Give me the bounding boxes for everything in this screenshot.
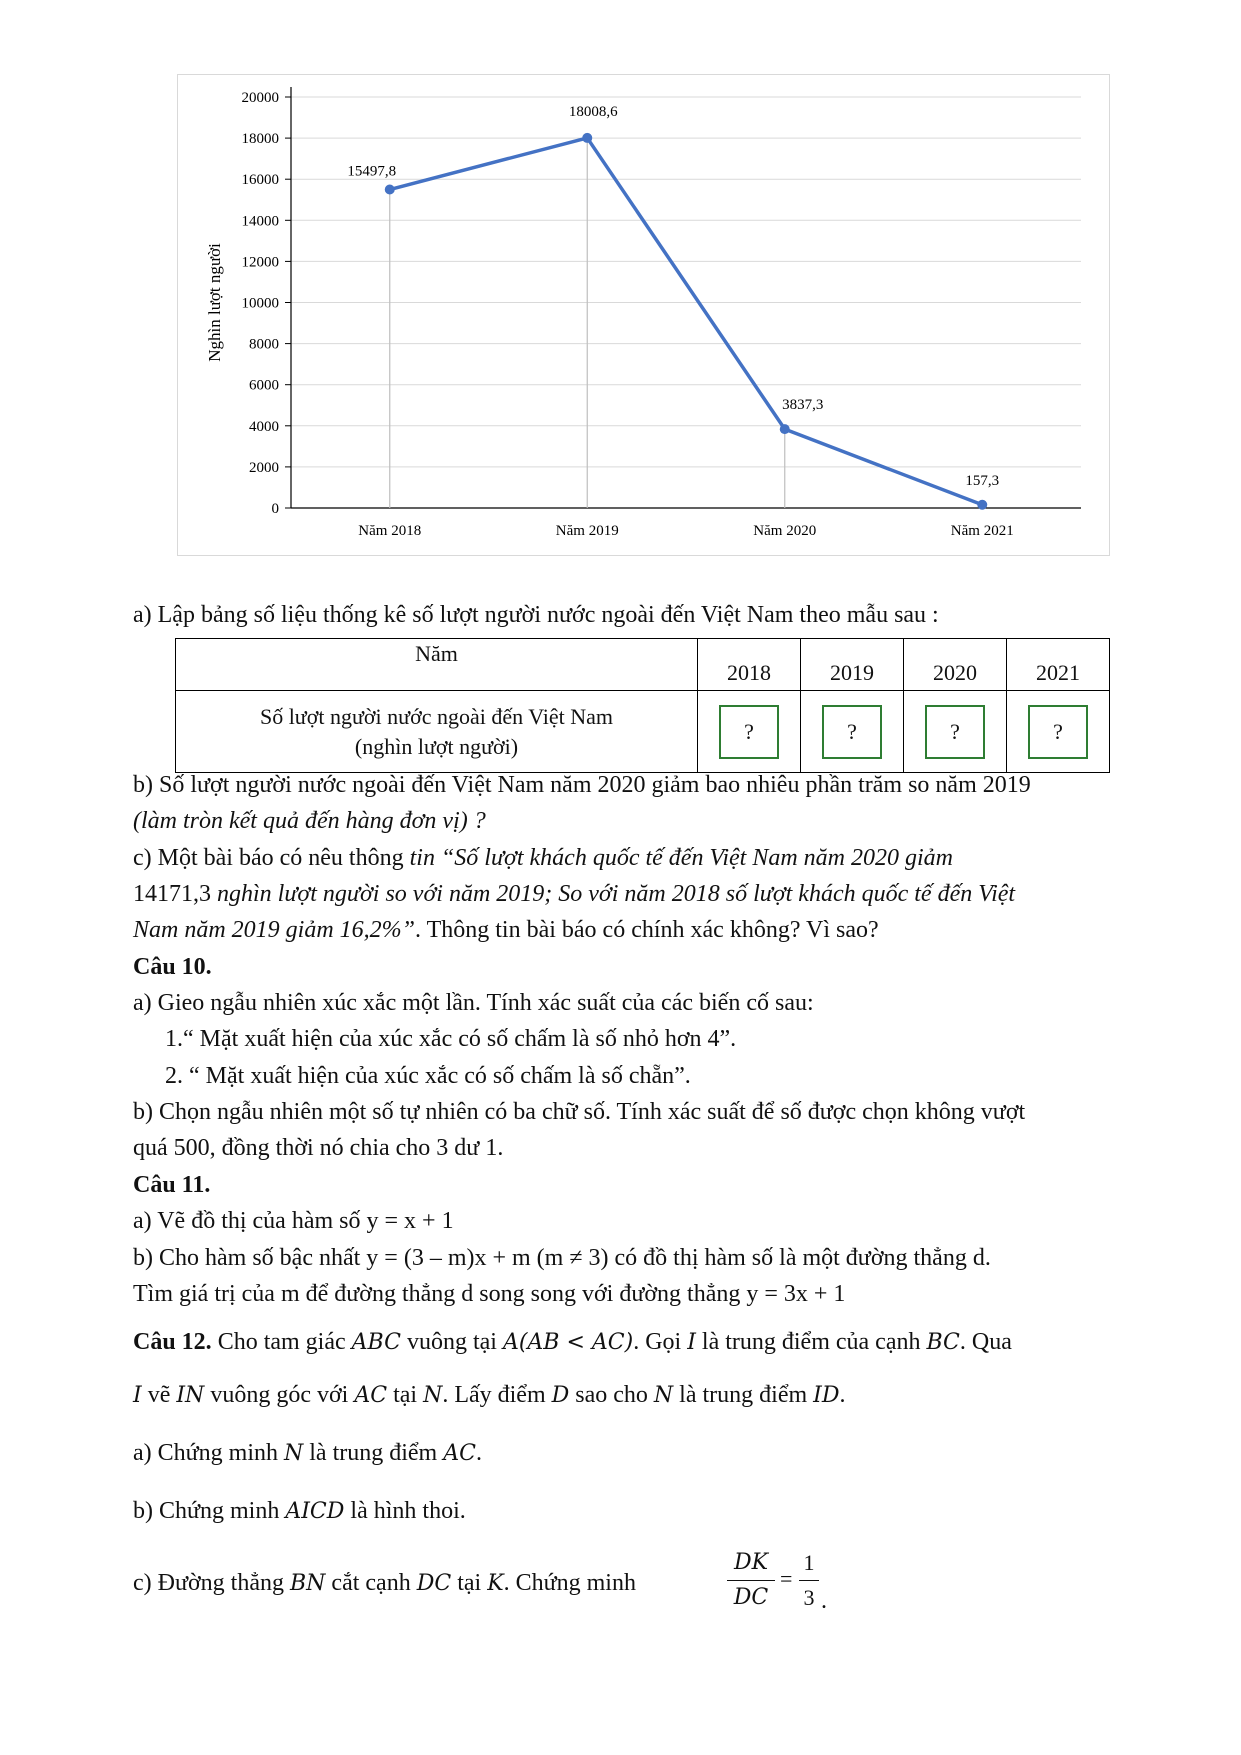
q9b-line2: (làm tròn kết quả đến hàng đơn vị) ?: [133, 808, 486, 834]
q12-text: sao cho: [569, 1382, 654, 1408]
q11-b1: b) Cho hàm số bậc nhất y = (3 – m)x + m (m ≠ 3) có đồ thị hàm số là một đường thẳng d.: [133, 1245, 991, 1271]
data-label: 3837,3: [782, 397, 824, 414]
data-point: [582, 133, 592, 143]
y-tick-label: 4000: [249, 418, 279, 435]
q12-math: DC: [416, 1571, 452, 1596]
q9c-line1-a: c) Một bài báo có nêu thông: [133, 845, 410, 871]
q12-math: IN: [176, 1383, 205, 1408]
q9c-line1: [133, 843, 953, 873]
table-row-label-line1: Số lượt người nước ngoài đến Việt Nam: [259, 703, 614, 729]
data-label: 15497,8: [347, 163, 397, 180]
q12-math: D: [551, 1383, 570, 1408]
q9c-line3-a: Nam năm 2019 giảm 16,2%”: [133, 917, 416, 943]
q10-a: a) Gieo ngẫu nhiên xúc xắc một lần. Tính xác suất của các biến cố sau:: [133, 990, 814, 1016]
period: .: [821, 1588, 827, 1614]
table-year: 2020: [904, 639, 1007, 691]
q12-line1: [133, 1327, 1012, 1358]
fraction-left: [727, 1546, 775, 1615]
table-cell: [904, 691, 1007, 773]
y-tick-label: 8000: [249, 336, 279, 353]
q11-b2: Tìm giá trị của m để đường thẳng d song song với đường thẳng y = 3x + 1: [133, 1281, 846, 1307]
q12-math: ABC: [351, 1330, 401, 1355]
fraction-denominator: DC: [733, 1585, 769, 1610]
table-cell: [1007, 691, 1110, 773]
data-point: [977, 500, 987, 510]
x-tick-label: Năm 2021: [950, 523, 1014, 539]
q12-text: a) Chứng minh: [133, 1440, 284, 1466]
y-tick-label: 18000: [241, 131, 279, 148]
table-cell: [698, 691, 801, 773]
fraction-denominator: 3: [803, 1585, 815, 1610]
y-tick-label: 0: [271, 501, 279, 517]
q9c-line2-b: nghìn lượt người so với năm 2019; So với năm 2018 số lượt khách quốc tế đến Việt: [217, 881, 1016, 907]
q12-text: .: [839, 1382, 846, 1408]
q9c-line3: [133, 915, 879, 945]
answer-box[interactable]: ?: [1028, 705, 1088, 759]
q9c-line1-b: tin “Số lượt khách quốc tế đến Việt Nam năm 2020 giảm: [409, 845, 953, 871]
y-tick-label: 6000: [249, 377, 279, 394]
table-row-label-line2: (nghìn lượt người): [354, 733, 519, 759]
y-axis-label: Nghìn lượt người: [205, 243, 224, 362]
data-label: 157,3: [965, 472, 1000, 489]
data-point: [385, 185, 395, 195]
q12-text: vuông góc với: [204, 1382, 355, 1408]
q12-math: K: [487, 1571, 504, 1596]
q12-math: ID: [813, 1383, 840, 1408]
q12-text: là trung điểm của cạnh: [695, 1329, 927, 1355]
q12-text: .: [475, 1440, 482, 1466]
table-year: 2019: [801, 639, 904, 691]
table-year: 2018: [698, 639, 801, 691]
q11-a: a) Vẽ đồ thị của hàm số y = x + 1: [133, 1208, 454, 1234]
q9b-line1: b) Số lượt người nước ngoài đến Việt Nam năm 2020 giảm bao nhiêu phần trăm so năm 2019: [133, 772, 1031, 798]
data-label: 18008,6: [568, 103, 618, 120]
q12-text: cắt cạnh: [325, 1570, 417, 1596]
fraction-numerator: 1: [799, 1546, 819, 1581]
q12-text: vẽ: [141, 1382, 177, 1408]
q12-math: A(AB < AC): [502, 1330, 634, 1355]
q11-title: Câu 11.: [133, 1172, 211, 1198]
series-line: [390, 138, 983, 505]
q12-text: tại: [387, 1382, 424, 1408]
q12-text: là trung điểm: [303, 1440, 444, 1466]
q12-fraction: [727, 1546, 847, 1622]
q10-a2: 2. “ Mặt xuất hiện của xúc xắc có số chấm là số chẵn”.: [165, 1063, 691, 1089]
line-chart: [178, 75, 1109, 555]
y-tick-label: 12000: [241, 254, 279, 271]
q9c-line3-b: . Thông tin bài báo có chính xác không? Vì sao?: [415, 917, 879, 943]
y-tick-label: 16000: [241, 172, 279, 189]
q12-text: là trung điểm: [673, 1382, 814, 1408]
q9c-line2: [133, 879, 1015, 909]
y-tick-label: 20000: [241, 90, 279, 106]
q12-math: BN: [290, 1571, 326, 1596]
q12-text: . Qua: [959, 1329, 1012, 1355]
q12-math: I: [687, 1330, 696, 1355]
q12-text: là hình thoi.: [344, 1498, 466, 1524]
q9c-line2-a: 14171,3: [133, 881, 217, 907]
y-tick-label: 2000: [249, 459, 279, 476]
q12-math: I: [133, 1383, 142, 1408]
q12-math: AC: [354, 1383, 388, 1408]
table-row-label: [176, 691, 698, 773]
q12-math: N: [284, 1441, 304, 1466]
q10-a1: 1.“ Mặt xuất hiện của xúc xắc có số chấm là số nhỏ hơn 4”.: [165, 1026, 737, 1052]
table-cell: [801, 691, 904, 773]
q12-text: vuông tại: [400, 1329, 503, 1355]
q12-text: Cho tam giác: [211, 1329, 352, 1355]
q10-title: Câu 10.: [133, 954, 212, 980]
answer-box[interactable]: ?: [822, 705, 882, 759]
chart-frame: [177, 74, 1110, 556]
q12-text: . Gọi: [633, 1329, 688, 1355]
q12-math: BC: [926, 1330, 960, 1355]
table-year: 2021: [1007, 639, 1110, 691]
y-tick-label: 14000: [241, 213, 279, 230]
x-tick-label: Năm 2019: [555, 523, 619, 539]
q12-text: c) Đường thẳng: [133, 1570, 290, 1596]
fraction-numerator: DK: [727, 1546, 775, 1581]
q12-text: b) Chứng minh: [133, 1498, 286, 1524]
q12-line2: [133, 1380, 845, 1411]
y-tick-label: 10000: [241, 295, 279, 312]
q12-b: [133, 1496, 466, 1527]
q9a-text: a) Lập bảng số liệu thống kê số lượt người nước ngoài đến Việt Nam theo mẫu sau :: [133, 602, 939, 628]
q12-a: [133, 1438, 482, 1469]
q10-b1: b) Chọn ngẫu nhiên một số tự nhiên có ba chữ số. Tính xác suất để số được chọn không vượt: [133, 1099, 1026, 1125]
q12-text: . Chứng minh: [503, 1570, 636, 1596]
fraction-right: [799, 1546, 819, 1615]
q12-math: N: [423, 1383, 443, 1408]
equals-sign: =: [780, 1566, 793, 1591]
x-tick-label: Năm 2018: [358, 523, 422, 539]
q12-math: AC: [443, 1441, 476, 1466]
q12-text: tại: [451, 1570, 488, 1596]
table-header-label: Năm: [176, 639, 698, 691]
q12-math: N: [653, 1383, 674, 1408]
q12-c: [133, 1568, 636, 1599]
q12-math: AICD: [285, 1499, 345, 1524]
q10-b2: quá 500, đồng thời nó chia cho 3 dư 1.: [133, 1135, 504, 1161]
answer-box[interactable]: ?: [719, 705, 779, 759]
q12-text: . Lấy điểm: [442, 1382, 552, 1408]
q12-title: Câu 12.: [133, 1329, 212, 1355]
data-point: [780, 424, 790, 434]
answer-box[interactable]: ?: [925, 705, 985, 759]
stats-table: [175, 638, 1110, 773]
x-tick-label: Năm 2020: [753, 523, 817, 539]
